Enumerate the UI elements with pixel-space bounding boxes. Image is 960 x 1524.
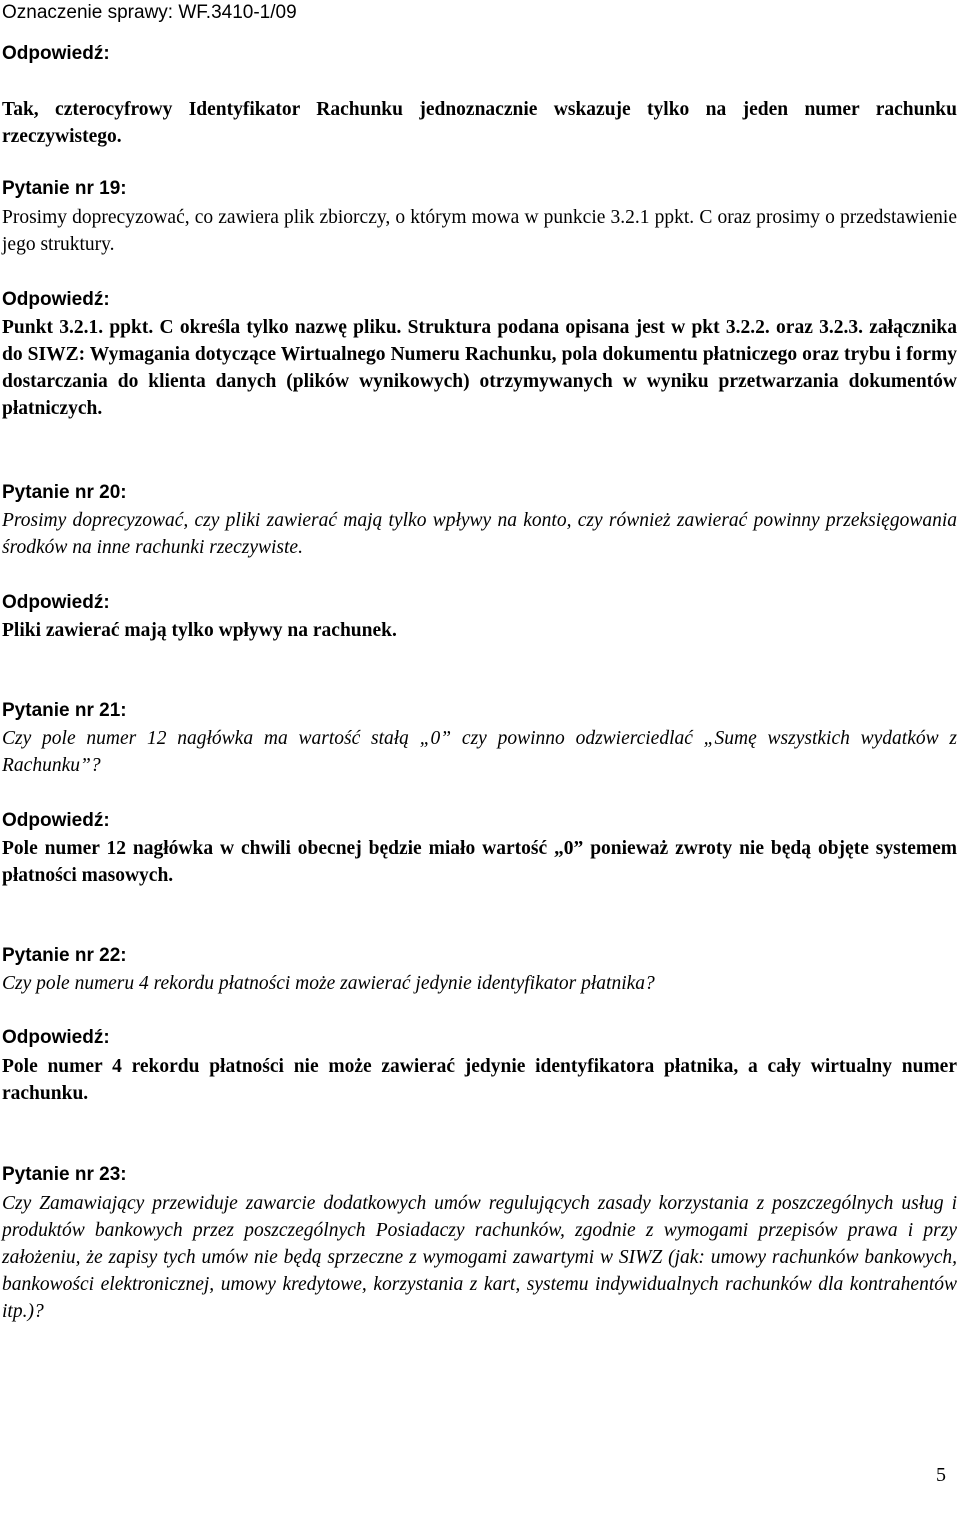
question-label: Pytanie nr 21: xyxy=(2,700,127,721)
question-text: Prosimy doprecyzować, co zawiera plik zbiorczy, o którym mowa w punkcie 3.2.1 ppkt. C oraz prosimy o przedstawienie jego struktury. xyxy=(2,207,957,255)
answer-label: Odpowiedź: xyxy=(2,43,110,64)
case-reference-header: Oznaczenie sprawy: WF.3410-1/09 xyxy=(2,2,297,23)
answer-label: Odpowiedź: xyxy=(2,289,110,310)
answer-text: Tak, czterocyfrowy Identyfikator Rachunku jednoznacznie wskazuje tylko na jeden numer rachunku rzeczywistego. xyxy=(2,99,957,147)
question-text: Czy Zamawiający przewiduje zawarcie dodatkowych umów regulujących zasady korzystania z poszczególnych usług i produktów bankowych przez poszczególnych Posiadaczy rachunków, zgodnie z wymogami przepisów prawa i przy założeniu, że zapisy tych umów nie będą sprzeczne z wymogami zawartymi w SIWZ (jak: umowy rachunków bankowych, bankowości elektronicznej, umowy kredytowe, korzystania z kart, systemu indywidualnych rachunków dla kontrahentów itp.)? xyxy=(2,1193,957,1322)
question-text: Prosimy doprecyzować, czy pliki zawierać mają tylko wpływy na konto, czy również zawierać powinny przeksięgowania środków na inne rachunki rzeczywiste. xyxy=(2,510,957,558)
page-number: 5 xyxy=(936,1464,946,1486)
question-text: Czy pole numeru 4 rekordu płatności może zawierać jedynie identyfikator płatnika? xyxy=(2,973,655,994)
question-label: Pytanie nr 23: xyxy=(2,1164,127,1185)
question-text: Czy pole numer 12 nagłówka ma wartość stałą „0” czy powinno odzwierciedlać „Sumę wszystkich wydatków z Rachunku”? xyxy=(2,728,957,776)
answer-label: Odpowiedź: xyxy=(2,810,110,831)
answer-text: Pliki zawierać mają tylko wpływy na rachunek. xyxy=(2,620,397,641)
answer-text: Pole numer 4 rekordu płatności nie może zawierać jedynie identyfikatora płatnika, a cały wirtualny numer rachunku. xyxy=(2,1056,957,1104)
answer-label: Odpowiedź: xyxy=(2,1027,110,1048)
question-label: Pytanie nr 19: xyxy=(2,178,127,199)
answer-text: Punkt 3.2.1. ppkt. C określa tylko nazwę pliku. Struktura podana opisana jest w pkt 3.2.2. oraz 3.2.3. załącznika do SIWZ: Wymagania dotyczące Wirtualnego Numeru Rachunku, pola dokumentu płatniczego oraz trybu i formy dostarczania do klienta danych (plików wynikowych) otrzymywanych w wyniku przetwarzania dokumentów płatniczych. xyxy=(2,317,957,419)
question-label: Pytanie nr 22: xyxy=(2,945,127,966)
question-label: Pytanie nr 20: xyxy=(2,482,127,503)
answer-label: Odpowiedź: xyxy=(2,592,110,613)
answer-text: Pole numer 12 nagłówka w chwili obecnej będzie miało wartość „0” ponieważ zwroty nie będą objęte systemem płatności masowych. xyxy=(2,838,957,886)
